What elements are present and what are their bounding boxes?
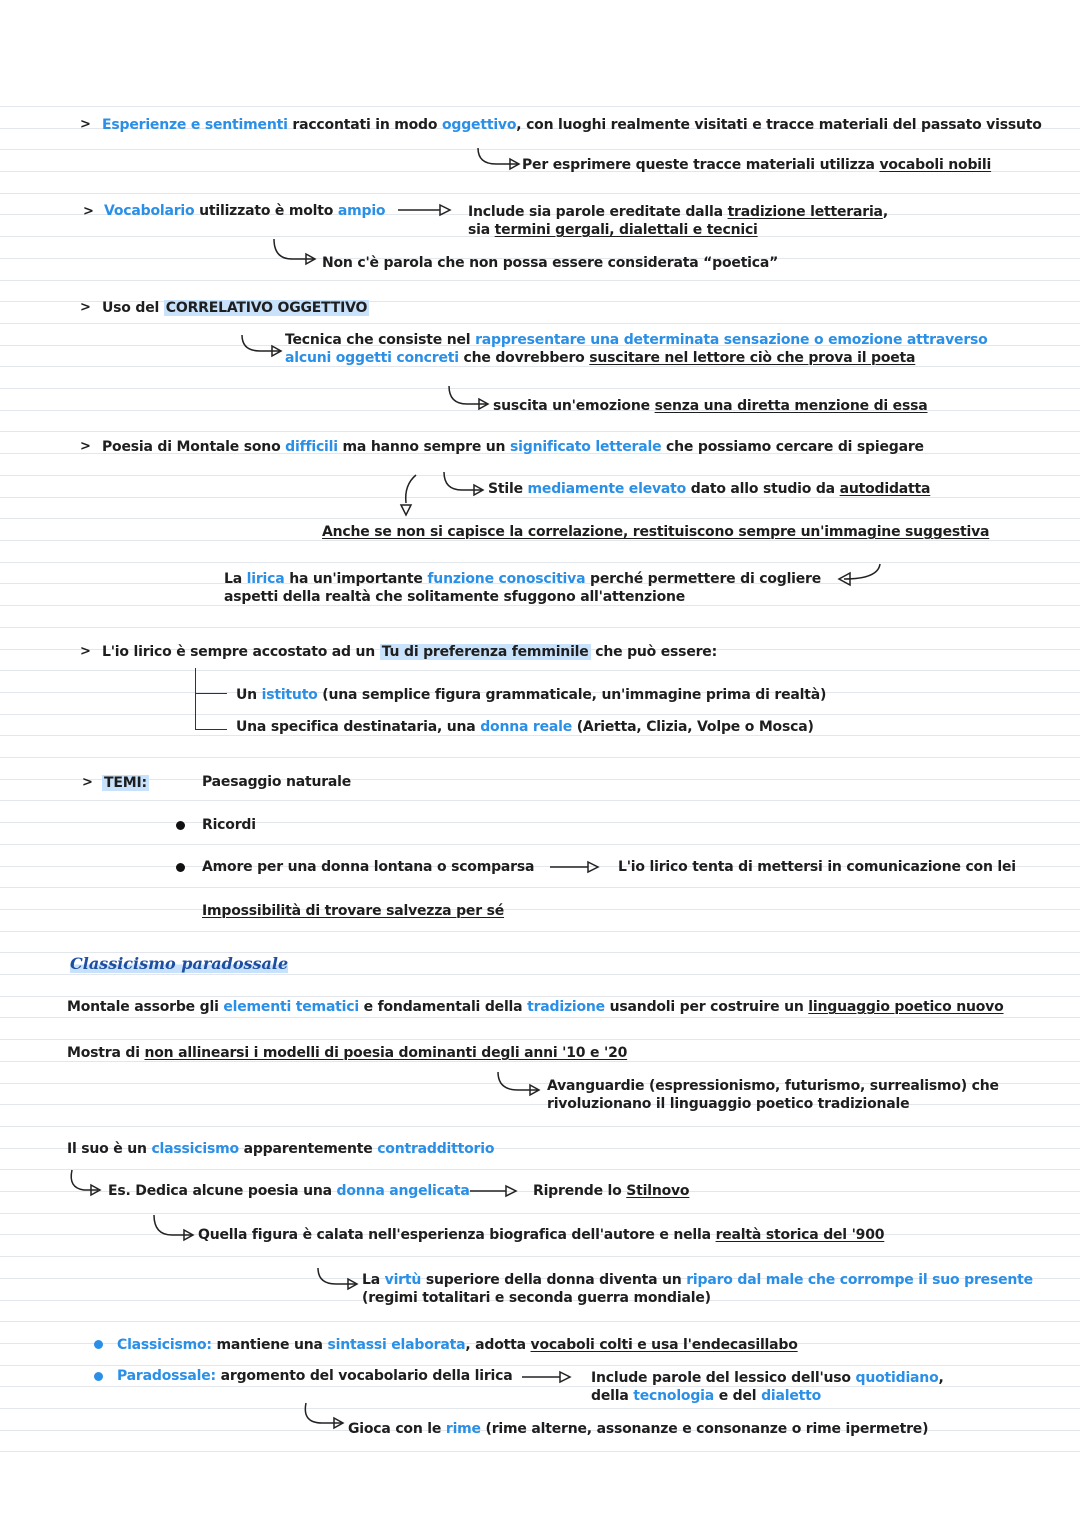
bullet-dot: [176, 863, 185, 872]
rule-line: [0, 1408, 1080, 1409]
rule-line: [0, 931, 1080, 932]
curved-arrow-icon: [150, 1213, 196, 1241]
rule-line: [0, 714, 1080, 715]
line-include-quotidiano: Include parole del lessico dell'uso quotidiano,: [591, 1370, 944, 1386]
rule-line: [0, 952, 1080, 953]
rule-line: [0, 323, 1080, 324]
line-include-2: sia termini gergali, dialettali e tecnici: [468, 222, 758, 238]
rule-line: [0, 887, 1080, 888]
rule-line: [0, 1256, 1080, 1257]
bullet-marker: >: [82, 775, 93, 790]
line-anche-se: Anche se non si capisce la correlazione, restituiscono sempre un'immagine suggestiva: [322, 524, 990, 540]
line-regimi: (regimi totalitari e seconda guerra mondiale): [362, 1290, 711, 1306]
line-montale-assorbe: Montale assorbe gli elementi tematici e fondamentali della tradizione usandoli per costruire un linguaggio poetico nuovo: [67, 999, 1004, 1015]
line-tecnica-1: Tecnica che consiste nel rappresentare una determinata sensazione o emozione attraverso: [285, 332, 988, 348]
tree-branch: [195, 729, 227, 730]
rule-line: [0, 1169, 1080, 1170]
line-poetica: Non c'è parola che non possa essere considerata “poetica”: [322, 255, 779, 271]
arrow-right-icon: [398, 203, 454, 217]
line-classicismo: Il suo è un classicismo apparentemente contraddittorio: [67, 1141, 495, 1157]
rule-line: [0, 757, 1080, 758]
line-tecnologia: della tecnologia e del dialetto: [591, 1388, 822, 1404]
rule-line: [0, 779, 1080, 780]
curved-arrow-icon: [238, 333, 284, 357]
rule-line: [0, 800, 1080, 801]
line-riprende: Riprende lo Stilnovo: [533, 1183, 690, 1199]
curved-arrow-icon: [440, 470, 486, 496]
rule-line: [0, 822, 1080, 823]
arrow-down-icon: [396, 473, 420, 517]
line-vocabolario: Vocabolario utilizzato è molto ampio: [104, 203, 386, 219]
curved-arrow-icon: [270, 237, 318, 265]
tema-note: L'io lirico tenta di mettersi in comunicazione con lei: [618, 859, 1016, 875]
tema-item: Amore per una donna lontana o scomparsa: [202, 859, 535, 875]
line-suscita: suscita un'emozione senza una diretta menzione di essa: [493, 398, 928, 414]
tree-branch: [195, 693, 227, 694]
rule-line: [0, 1104, 1080, 1105]
line-vocaboli-nobili: Per esprimere queste tracce materiali utilizza vocaboli nobili: [522, 157, 992, 173]
line-avanguardie-1: Avanguardie (espressionismo, futurismo, surrealismo) che: [547, 1078, 999, 1094]
line-tecnica-2: alcuni oggetti concreti che dovrebbero suscitare nel lettore ciò che prova il poeta: [285, 350, 916, 366]
curved-arrow-icon: [474, 146, 520, 170]
bullet-marker: >: [80, 117, 91, 132]
curved-arrow-icon: [494, 1070, 544, 1096]
line-gioca-rime: Gioca con le rime (rime alterne, assonanze e consonanze o rime ipermetre): [348, 1421, 929, 1437]
bullet-dot: [94, 1372, 103, 1381]
rule-line: [0, 1451, 1080, 1452]
section-title: Classicismo paradossale: [70, 954, 289, 973]
rule-line: [0, 1126, 1080, 1127]
rule-line: [0, 106, 1080, 107]
rule-line: [0, 670, 1080, 671]
tree-connector: [195, 668, 196, 730]
rule-line: [0, 280, 1080, 281]
tema-item: Impossibilità di trovare salvezza per sé: [202, 903, 505, 919]
line-avanguardie-2: rivoluzionano il linguaggio poetico tradizionale: [547, 1096, 910, 1112]
bullet-marker: >: [80, 644, 91, 659]
curved-arrow-icon: [300, 1401, 346, 1429]
line-es-dedica: Es. Dedica alcune poesia una donna angelicata: [108, 1183, 470, 1199]
temi-label: TEMI:: [104, 775, 147, 791]
rule-line: [0, 844, 1080, 845]
tema-item: Paesaggio naturale: [202, 774, 352, 790]
rule-line: [0, 475, 1080, 476]
line-lirica-1: La lirica ha un'importante funzione conoscitiva perché permettere di cogliere: [224, 571, 822, 587]
rule-line: [0, 996, 1080, 997]
line-classicismo-def: Classicismo: mantiene una sintassi elaborata, adotta vocaboli colti e usa l'endecasillabo: [117, 1337, 798, 1353]
curved-arrow-icon: [314, 1266, 360, 1290]
bullet-marker: >: [83, 204, 94, 219]
rule-line: [0, 518, 1080, 519]
arrow-right-icon: [522, 1370, 572, 1384]
rule-line: [0, 909, 1080, 910]
line-mostra: Mostra di non allinearsi i modelli di poesia dominanti degli anni '10 e '20: [67, 1045, 628, 1061]
rule-line: [0, 1365, 1080, 1366]
rule-line: [0, 1039, 1080, 1040]
tema-item: Ricordi: [202, 817, 256, 833]
line-istituto: Un istituto (una semplice figura grammaticale, un'immagine prima di realtà): [236, 687, 827, 703]
bullet-marker: >: [80, 439, 91, 454]
rule-line: [0, 149, 1080, 150]
line-io-lirico: L'io lirico è sempre accostato ad un Tu di preferenza femminile che può essere:: [102, 644, 718, 660]
rule-line: [0, 1017, 1080, 1018]
curved-arrow-icon: [834, 561, 884, 589]
line-virtu: La virtù superiore della donna diventa un riparo dal male che corrompe il suo presente: [362, 1272, 1033, 1288]
line-include-1: Include sia parole ereditate dalla tradizione letteraria,: [468, 204, 888, 220]
arrow-right-icon: [550, 860, 600, 874]
bullet-marker: >: [80, 300, 91, 315]
rule-line: [0, 193, 1080, 194]
arrow-right-icon: [470, 1184, 518, 1198]
rule-line: [0, 974, 1080, 975]
rule-line: [0, 1321, 1080, 1322]
line-esperienze: Esperienze e sentimenti raccontati in modo oggettivo, con luoghi realmente visitati e tracce materiali del passato vissuto: [102, 117, 1042, 133]
line-paradossale-def: Paradossale: argomento del vocabolario della lirica: [117, 1368, 513, 1384]
rule-line: [0, 627, 1080, 628]
bullet-dot: [94, 1340, 103, 1349]
line-quella-figura: Quella figura è calata nell'esperienza biografica dell'autore e nella realtà storica del '900: [198, 1227, 885, 1243]
rule-line: [0, 562, 1080, 563]
bullet-dot: [176, 821, 185, 830]
curved-arrow-icon: [445, 384, 491, 410]
rule-line: [0, 431, 1080, 432]
curved-arrow-icon: [66, 1168, 104, 1196]
rule-line: [0, 388, 1080, 389]
line-poesia-difficili: Poesia di Montale sono difficili ma hanno sempre un significato letterale che possiamo cercare di spiegare: [102, 439, 924, 455]
line-donna-reale: Una specifica destinataria, una donna reale (Arietta, Clizia, Volpe o Mosca): [236, 719, 814, 735]
line-stile: Stile mediamente elevato dato allo studio da autodidatta: [488, 481, 931, 497]
line-lirica-2: aspetti della realtà che solitamente sfuggono all'attenzione: [224, 589, 686, 605]
line-correlativo: Uso del CORRELATIVO OGGETTIVO: [102, 300, 368, 316]
